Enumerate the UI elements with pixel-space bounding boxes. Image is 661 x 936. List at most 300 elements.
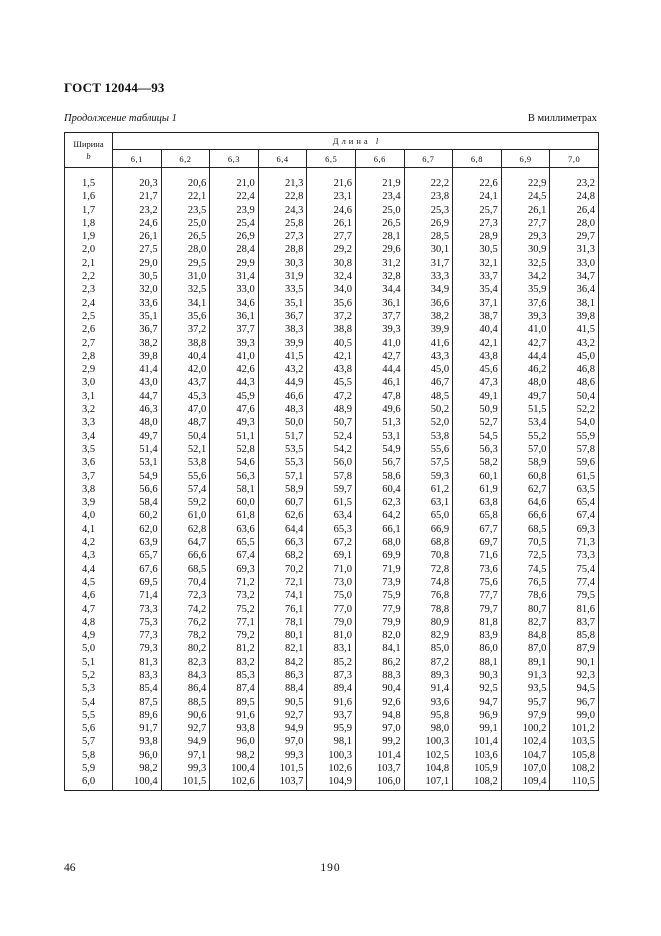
area-cell: 23,1 — [307, 190, 356, 203]
area-cell: 28,0 — [161, 243, 210, 256]
area-cell: 30,1 — [404, 243, 453, 256]
area-cell: 34,2 — [501, 270, 550, 283]
area-cell: 37,7 — [210, 323, 259, 336]
area-cell: 102,5 — [404, 749, 453, 762]
area-cell: 35,4 — [453, 283, 502, 296]
area-cell: 50,4 — [550, 390, 599, 403]
area-cell: 51,5 — [501, 403, 550, 416]
area-cell: 26,5 — [161, 230, 210, 243]
width-cell: 5,1 — [65, 656, 113, 669]
area-cell: 106,0 — [355, 775, 404, 791]
width-cell: 3,8 — [65, 483, 113, 496]
area-cell: 99,1 — [453, 722, 502, 735]
area-cell: 23,9 — [210, 204, 259, 217]
length-header-cell: 6,1 — [113, 150, 162, 168]
width-cell: 3,3 — [65, 416, 113, 429]
area-cell: 50,0 — [258, 416, 307, 429]
area-cell: 89,1 — [501, 656, 550, 669]
area-cell: 33,3 — [404, 270, 453, 283]
area-cell: 68,0 — [355, 536, 404, 549]
area-cell: 67,4 — [550, 509, 599, 522]
area-cell: 71,9 — [355, 563, 404, 576]
width-cell: 5,3 — [65, 682, 113, 695]
area-cell: 43,8 — [307, 363, 356, 376]
area-cell: 54,9 — [355, 443, 404, 456]
area-cell: 87,5 — [113, 696, 162, 709]
spacer-cell — [258, 168, 307, 178]
width-cell: 4,5 — [65, 576, 113, 589]
length-header-cell: 6,8 — [453, 150, 502, 168]
area-cell: 85,2 — [307, 656, 356, 669]
area-cell: 51,1 — [210, 430, 259, 443]
area-cell: 94,7 — [453, 696, 502, 709]
area-cell: 78,1 — [258, 616, 307, 629]
area-cell: 97,0 — [355, 722, 404, 735]
area-cell: 91,4 — [404, 682, 453, 695]
area-cell: 72,8 — [404, 563, 453, 576]
area-cell: 70,5 — [501, 536, 550, 549]
area-cell: 65,4 — [550, 496, 599, 509]
area-cell: 45,6 — [453, 363, 502, 376]
table-row — [65, 297, 599, 310]
area-cell: 43,0 — [113, 376, 162, 389]
area-cell: 64,2 — [355, 509, 404, 522]
table-row — [65, 177, 599, 190]
area-cell: 52,0 — [404, 416, 453, 429]
area-cell: 31,9 — [258, 270, 307, 283]
width-cell: 3,6 — [65, 456, 113, 469]
area-cell: 84,3 — [161, 669, 210, 682]
width-cell: 3,4 — [65, 430, 113, 443]
area-cell: 63,1 — [404, 496, 453, 509]
area-cell: 84,1 — [355, 642, 404, 655]
area-cell: 47,6 — [210, 403, 259, 416]
area-cell: 65,3 — [307, 523, 356, 536]
width-cell: 5,6 — [65, 722, 113, 735]
width-label: Ширина — [73, 139, 104, 149]
area-cell: 38,2 — [113, 337, 162, 350]
area-cell: 45,0 — [550, 350, 599, 363]
table-row — [65, 762, 599, 775]
area-cell: 30,5 — [113, 270, 162, 283]
area-cell: 88,1 — [453, 656, 502, 669]
table-row — [65, 363, 599, 376]
area-cell: 71,0 — [307, 563, 356, 576]
width-cell: 1,8 — [65, 217, 113, 230]
area-cell: 31,3 — [550, 243, 599, 256]
area-cell: 51,7 — [258, 430, 307, 443]
area-cell: 102,6 — [307, 762, 356, 775]
area-cell: 59,2 — [161, 496, 210, 509]
area-cell: 87,2 — [404, 656, 453, 669]
standard-title: ГОСТ 12044—93 — [64, 80, 165, 95]
length-header-cell: 6,4 — [258, 150, 307, 168]
length-symbol: l — [375, 136, 379, 146]
table-row — [65, 483, 599, 496]
table-row — [65, 682, 599, 695]
area-cell: 31,7 — [404, 257, 453, 270]
area-cell: 54,6 — [210, 456, 259, 469]
area-cell: 74,2 — [161, 603, 210, 616]
table-row — [65, 523, 599, 536]
area-cell: 29,6 — [355, 243, 404, 256]
width-cell: 5,0 — [65, 642, 113, 655]
area-cell: 87,0 — [501, 642, 550, 655]
area-cell: 47,2 — [307, 390, 356, 403]
area-cell: 26,4 — [550, 204, 599, 217]
area-cell: 90,1 — [550, 656, 599, 669]
area-cell: 20,3 — [113, 177, 162, 190]
area-cell: 67,7 — [453, 523, 502, 536]
area-cell: 73,2 — [210, 589, 259, 602]
table-row — [65, 696, 599, 709]
area-cell: 65,8 — [453, 509, 502, 522]
area-cell: 83,9 — [453, 629, 502, 642]
area-cell: 57,0 — [501, 443, 550, 456]
area-cell: 61,8 — [210, 509, 259, 522]
width-cell: 2,7 — [65, 337, 113, 350]
area-cell: 49,7 — [501, 390, 550, 403]
area-cell: 77,3 — [113, 629, 162, 642]
area-cell: 73,9 — [355, 576, 404, 589]
area-cell: 22,2 — [404, 177, 453, 190]
table-row — [65, 390, 599, 403]
width-cell: 4,3 — [65, 549, 113, 562]
area-cell: 60,7 — [258, 496, 307, 509]
area-table — [64, 132, 599, 791]
area-cell: 36,1 — [210, 310, 259, 323]
area-cell: 82,1 — [258, 642, 307, 655]
area-cell: 46,8 — [550, 363, 599, 376]
area-cell: 55,6 — [404, 443, 453, 456]
table-row — [65, 735, 599, 748]
area-cell: 98,2 — [210, 749, 259, 762]
area-cell: 44,4 — [501, 350, 550, 363]
area-cell: 46,1 — [355, 376, 404, 389]
area-cell: 40,4 — [453, 323, 502, 336]
area-cell: 60,2 — [113, 509, 162, 522]
area-cell: 53,5 — [258, 443, 307, 456]
area-cell: 56,7 — [355, 456, 404, 469]
area-cell: 60,0 — [210, 496, 259, 509]
area-cell: 30,8 — [307, 257, 356, 270]
area-cell: 33,5 — [258, 283, 307, 296]
area-cell: 69,3 — [210, 563, 259, 576]
area-cell: 54,5 — [453, 430, 502, 443]
area-cell: 32,4 — [307, 270, 356, 283]
area-cell: 71,4 — [113, 589, 162, 602]
table-row — [65, 416, 599, 429]
area-cell: 37,1 — [453, 297, 502, 310]
area-cell: 54,2 — [307, 443, 356, 456]
table-row — [65, 190, 599, 203]
area-cell: 55,2 — [501, 430, 550, 443]
area-cell: 50,9 — [453, 403, 502, 416]
length-group-header — [113, 133, 599, 150]
area-cell: 24,5 — [501, 190, 550, 203]
area-cell: 73,6 — [453, 563, 502, 576]
area-cell: 82,7 — [501, 616, 550, 629]
area-cell: 108,2 — [550, 762, 599, 775]
area-cell: 73,0 — [307, 576, 356, 589]
area-cell: 58,4 — [113, 496, 162, 509]
area-cell: 27,7 — [501, 217, 550, 230]
area-cell: 30,9 — [501, 243, 550, 256]
width-cell: 4,6 — [65, 589, 113, 602]
area-cell: 68,8 — [404, 536, 453, 549]
area-cell: 66,6 — [161, 549, 210, 562]
area-cell: 95,9 — [307, 722, 356, 735]
area-cell: 71,6 — [453, 549, 502, 562]
area-cell: 49,1 — [453, 390, 502, 403]
table-spacer-row — [65, 168, 599, 178]
area-cell: 28,8 — [258, 243, 307, 256]
area-cell: 27,3 — [258, 230, 307, 243]
area-cell: 67,2 — [307, 536, 356, 549]
width-cell: 5,9 — [65, 762, 113, 775]
table-row — [65, 709, 599, 722]
area-cell: 60,4 — [355, 483, 404, 496]
area-cell: 100,2 — [501, 722, 550, 735]
area-cell: 65,5 — [210, 536, 259, 549]
width-cell: 5,7 — [65, 735, 113, 748]
area-cell: 56,6 — [113, 483, 162, 496]
area-cell: 21,6 — [307, 177, 356, 190]
area-cell: 62,3 — [355, 496, 404, 509]
area-cell: 89,6 — [113, 709, 162, 722]
area-cell: 84,2 — [258, 656, 307, 669]
width-cell: 2,5 — [65, 310, 113, 323]
area-cell: 72,1 — [258, 576, 307, 589]
spacer-cell — [550, 168, 599, 178]
area-cell: 36,4 — [550, 283, 599, 296]
area-cell: 57,1 — [258, 470, 307, 483]
area-cell: 59,3 — [404, 470, 453, 483]
area-cell: 56,0 — [307, 456, 356, 469]
area-cell: 91,7 — [113, 722, 162, 735]
area-cell: 41,0 — [501, 323, 550, 336]
area-cell: 29,3 — [501, 230, 550, 243]
area-cell: 21,0 — [210, 177, 259, 190]
area-cell: 35,6 — [307, 297, 356, 310]
area-cell: 27,7 — [307, 230, 356, 243]
area-cell: 81,2 — [210, 642, 259, 655]
area-cell: 60,1 — [453, 470, 502, 483]
area-cell: 85,0 — [404, 642, 453, 655]
area-cell: 96,9 — [453, 709, 502, 722]
area-cell: 61,2 — [404, 483, 453, 496]
area-cell: 74,1 — [258, 589, 307, 602]
area-cell: 59,6 — [550, 456, 599, 469]
sheet-number: 190 — [320, 862, 341, 874]
area-cell: 52,1 — [161, 443, 210, 456]
area-cell: 37,7 — [355, 310, 404, 323]
area-cell: 100,4 — [113, 775, 162, 791]
area-cell: 52,8 — [210, 443, 259, 456]
area-cell: 104,9 — [307, 775, 356, 791]
area-cell: 61,5 — [550, 470, 599, 483]
table-row — [65, 243, 599, 256]
area-cell: 97,0 — [258, 735, 307, 748]
area-cell: 21,9 — [355, 177, 404, 190]
area-cell: 79,5 — [550, 589, 599, 602]
area-cell: 93,8 — [210, 722, 259, 735]
area-cell: 42,7 — [501, 337, 550, 350]
area-cell: 38,2 — [404, 310, 453, 323]
area-cell: 49,6 — [355, 403, 404, 416]
area-cell: 81,8 — [453, 616, 502, 629]
area-cell: 55,9 — [550, 430, 599, 443]
area-cell: 32,8 — [355, 270, 404, 283]
area-cell: 39,3 — [355, 323, 404, 336]
area-cell: 39,3 — [210, 337, 259, 350]
area-cell: 63,5 — [550, 483, 599, 496]
area-cell: 28,0 — [550, 217, 599, 230]
width-cell: 2,9 — [65, 363, 113, 376]
area-cell: 86,2 — [355, 656, 404, 669]
area-cell: 87,3 — [307, 669, 356, 682]
area-cell: 78,2 — [161, 629, 210, 642]
area-cell: 54,9 — [113, 470, 162, 483]
area-cell: 29,2 — [307, 243, 356, 256]
area-cell: 91,6 — [210, 709, 259, 722]
area-cell: 33,7 — [453, 270, 502, 283]
area-cell: 75,2 — [210, 603, 259, 616]
width-cell: 1,7 — [65, 204, 113, 217]
area-cell: 72,5 — [501, 549, 550, 562]
area-cell: 58,2 — [453, 456, 502, 469]
area-cell: 107,0 — [501, 762, 550, 775]
area-cell: 88,3 — [355, 669, 404, 682]
area-cell: 28,1 — [355, 230, 404, 243]
area-cell: 41,0 — [210, 350, 259, 363]
table-row — [65, 350, 599, 363]
area-cell: 72,3 — [161, 589, 210, 602]
area-cell: 75,9 — [355, 589, 404, 602]
area-cell: 63,8 — [453, 496, 502, 509]
area-cell: 40,5 — [307, 337, 356, 350]
area-cell: 92,3 — [550, 669, 599, 682]
table-row — [65, 376, 599, 389]
area-cell: 35,6 — [161, 310, 210, 323]
area-cell: 44,4 — [355, 363, 404, 376]
area-cell: 46,7 — [404, 376, 453, 389]
area-cell: 38,8 — [307, 323, 356, 336]
area-cell: 36,7 — [113, 323, 162, 336]
table-row — [65, 337, 599, 350]
table-row — [65, 616, 599, 629]
area-cell: 48,6 — [550, 376, 599, 389]
area-cell: 76,1 — [258, 603, 307, 616]
area-cell: 93,6 — [404, 696, 453, 709]
width-cell: 3,7 — [65, 470, 113, 483]
area-cell: 85,8 — [550, 629, 599, 642]
area-cell: 55,3 — [258, 456, 307, 469]
table-row — [65, 722, 599, 735]
area-cell: 46,3 — [113, 403, 162, 416]
area-cell: 69,7 — [453, 536, 502, 549]
area-cell: 26,9 — [404, 217, 453, 230]
area-cell: 78,6 — [501, 589, 550, 602]
area-cell: 37,2 — [161, 323, 210, 336]
width-cell: 2,6 — [65, 323, 113, 336]
area-cell: 60,8 — [501, 470, 550, 483]
area-cell: 43,2 — [550, 337, 599, 350]
area-cell: 77,1 — [210, 616, 259, 629]
area-cell: 79,9 — [355, 616, 404, 629]
width-cell: 2,0 — [65, 243, 113, 256]
area-cell: 64,4 — [258, 523, 307, 536]
area-cell: 39,3 — [501, 310, 550, 323]
area-cell: 110,5 — [550, 775, 599, 791]
area-cell: 66,3 — [258, 536, 307, 549]
area-cell: 29,9 — [210, 257, 259, 270]
width-cell: 6,0 — [65, 775, 113, 791]
width-cell: 1,5 — [65, 177, 113, 190]
area-cell: 86,0 — [453, 642, 502, 655]
area-cell: 22,1 — [161, 190, 210, 203]
area-cell: 96,0 — [113, 749, 162, 762]
area-cell: 79,7 — [453, 603, 502, 616]
area-cell: 77,0 — [307, 603, 356, 616]
area-cell: 38,7 — [453, 310, 502, 323]
area-cell: 42,1 — [307, 350, 356, 363]
table-row — [65, 430, 599, 443]
area-cell: 48,0 — [501, 376, 550, 389]
area-cell: 90,4 — [355, 682, 404, 695]
area-cell: 55,6 — [161, 470, 210, 483]
width-cell: 2,4 — [65, 297, 113, 310]
area-cell: 61,0 — [161, 509, 210, 522]
table-body — [65, 168, 599, 791]
area-cell: 21,7 — [113, 190, 162, 203]
width-cell: 1,9 — [65, 230, 113, 243]
width-cell: 2,1 — [65, 257, 113, 270]
area-cell: 37,2 — [307, 310, 356, 323]
area-cell: 31,4 — [210, 270, 259, 283]
area-cell: 62,6 — [258, 509, 307, 522]
table-row — [65, 603, 599, 616]
area-cell: 67,4 — [210, 549, 259, 562]
area-cell: 101,4 — [355, 749, 404, 762]
table-row — [65, 323, 599, 336]
area-cell: 43,8 — [453, 350, 502, 363]
table-row — [65, 204, 599, 217]
area-cell: 69,9 — [355, 549, 404, 562]
area-cell: 33,0 — [550, 257, 599, 270]
area-cell: 32,5 — [501, 257, 550, 270]
table-row — [65, 257, 599, 270]
area-cell: 73,3 — [550, 549, 599, 562]
table-row — [65, 443, 599, 456]
table-row — [65, 536, 599, 549]
table-row — [65, 283, 599, 296]
area-cell: 67,6 — [113, 563, 162, 576]
area-cell: 96,7 — [550, 696, 599, 709]
area-cell: 94,9 — [258, 722, 307, 735]
area-cell: 94,9 — [161, 735, 210, 748]
area-cell: 53,1 — [113, 456, 162, 469]
width-cell: 2,8 — [65, 350, 113, 363]
area-cell: 107,1 — [404, 775, 453, 791]
area-cell: 34,9 — [404, 283, 453, 296]
area-cell: 48,5 — [404, 390, 453, 403]
area-cell: 29,0 — [113, 257, 162, 270]
width-cell: 4,0 — [65, 509, 113, 522]
width-cell: 4,9 — [65, 629, 113, 642]
area-cell: 85,4 — [113, 682, 162, 695]
area-cell: 23,8 — [404, 190, 453, 203]
